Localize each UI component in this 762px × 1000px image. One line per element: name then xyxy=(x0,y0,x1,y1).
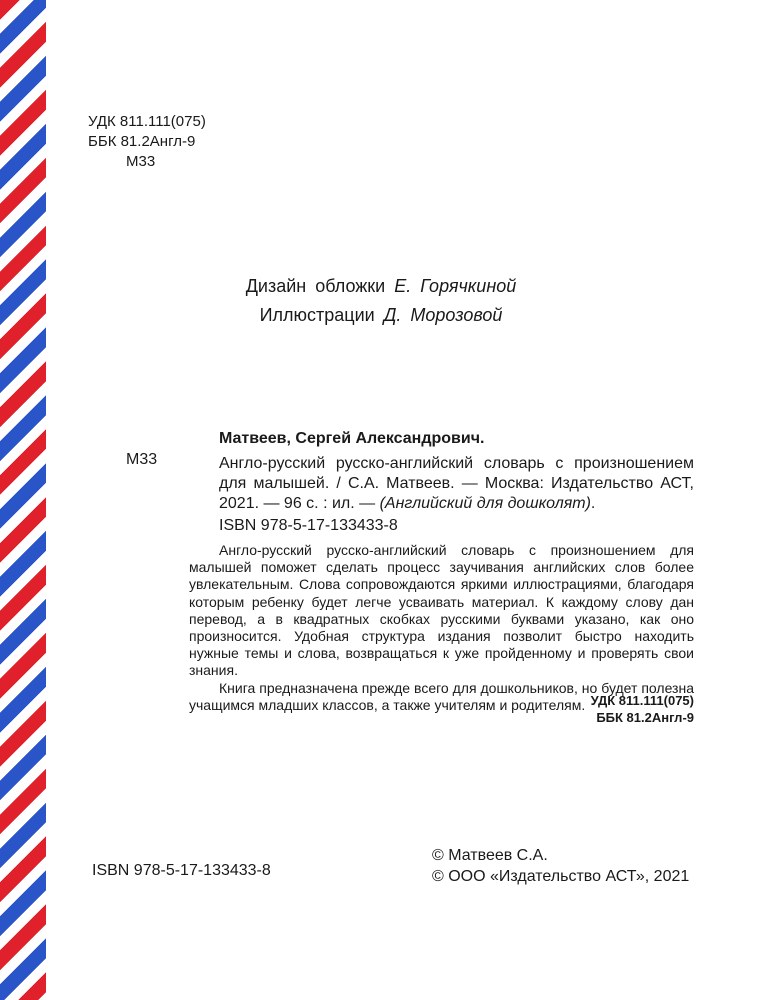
bbk-code: ББК 81.2Англ-9 xyxy=(88,133,196,150)
catalog-author: Матвеев, Сергей Александрович. xyxy=(219,430,485,447)
annotation-paragraph: Англо-русский русско-английский словарь с произношением для малышей поможет сделать процесс заучивания английских слов более увлекательным. Слова сопровождаются яркими иллюстрациями, благодаря которым ребенку будет легче усваивать материал. К каждому слову дан перевод, а в квадратных скобках русскими буквами указано, как оно произносится. Удобная структура издания позволит быстро находить нужные темы и слова, возвращаться к уже пройденному и проверять свои знания. xyxy=(189,542,694,679)
catalog-udk: УДК 811.111(075) xyxy=(590,693,694,708)
illustrator-name: Д. Морозовой xyxy=(383,305,503,325)
illustrations-label: Иллюстрации xyxy=(259,305,375,325)
catalog-author-mark: М33 xyxy=(126,451,158,468)
header-classification-codes xyxy=(88,112,206,172)
udk-code: УДК 811.111(075) xyxy=(88,113,206,130)
airmail-stripe-border xyxy=(0,0,46,1000)
catalog-classification-codes xyxy=(560,692,694,726)
citation-text: Англо-русский русско-английский словарь с произношением для малышей. / С.А. Матвеев. — Москва: Издательство АСТ, 2021. — 96 с. : ил. — xyxy=(219,455,694,512)
cover-design-label: Дизайн обложки xyxy=(245,276,386,296)
copyright-publisher: © ООО «Издательство АСТ», 2021 xyxy=(432,868,690,885)
copyright-block xyxy=(432,845,689,887)
cover-designer-name: Е. Горячкиной xyxy=(394,276,517,296)
annotation-paragraph: Книга предназначена прежде всего для дошкольников, но будет полезна учащимся младших классов, а также учителям и родителям. xyxy=(189,679,694,713)
citation-end: . xyxy=(590,495,596,512)
catalog-isbn: ISBN 978-5-17-133433-8 xyxy=(219,517,398,534)
copyright-author: © Матвеев С.А. xyxy=(432,847,548,864)
cover-design-credit xyxy=(0,276,762,297)
footer-isbn: ISBN 978-5-17-133433-8 xyxy=(92,862,271,879)
illustrations-credit xyxy=(0,305,762,326)
series-title: (Английский для дошколят) xyxy=(379,495,591,512)
book-annotation xyxy=(189,542,694,714)
catalog-bbk: ББК 81.2Англ-9 xyxy=(596,710,694,725)
author-mark: М33 xyxy=(126,153,156,170)
bibliographic-citation xyxy=(219,454,694,514)
